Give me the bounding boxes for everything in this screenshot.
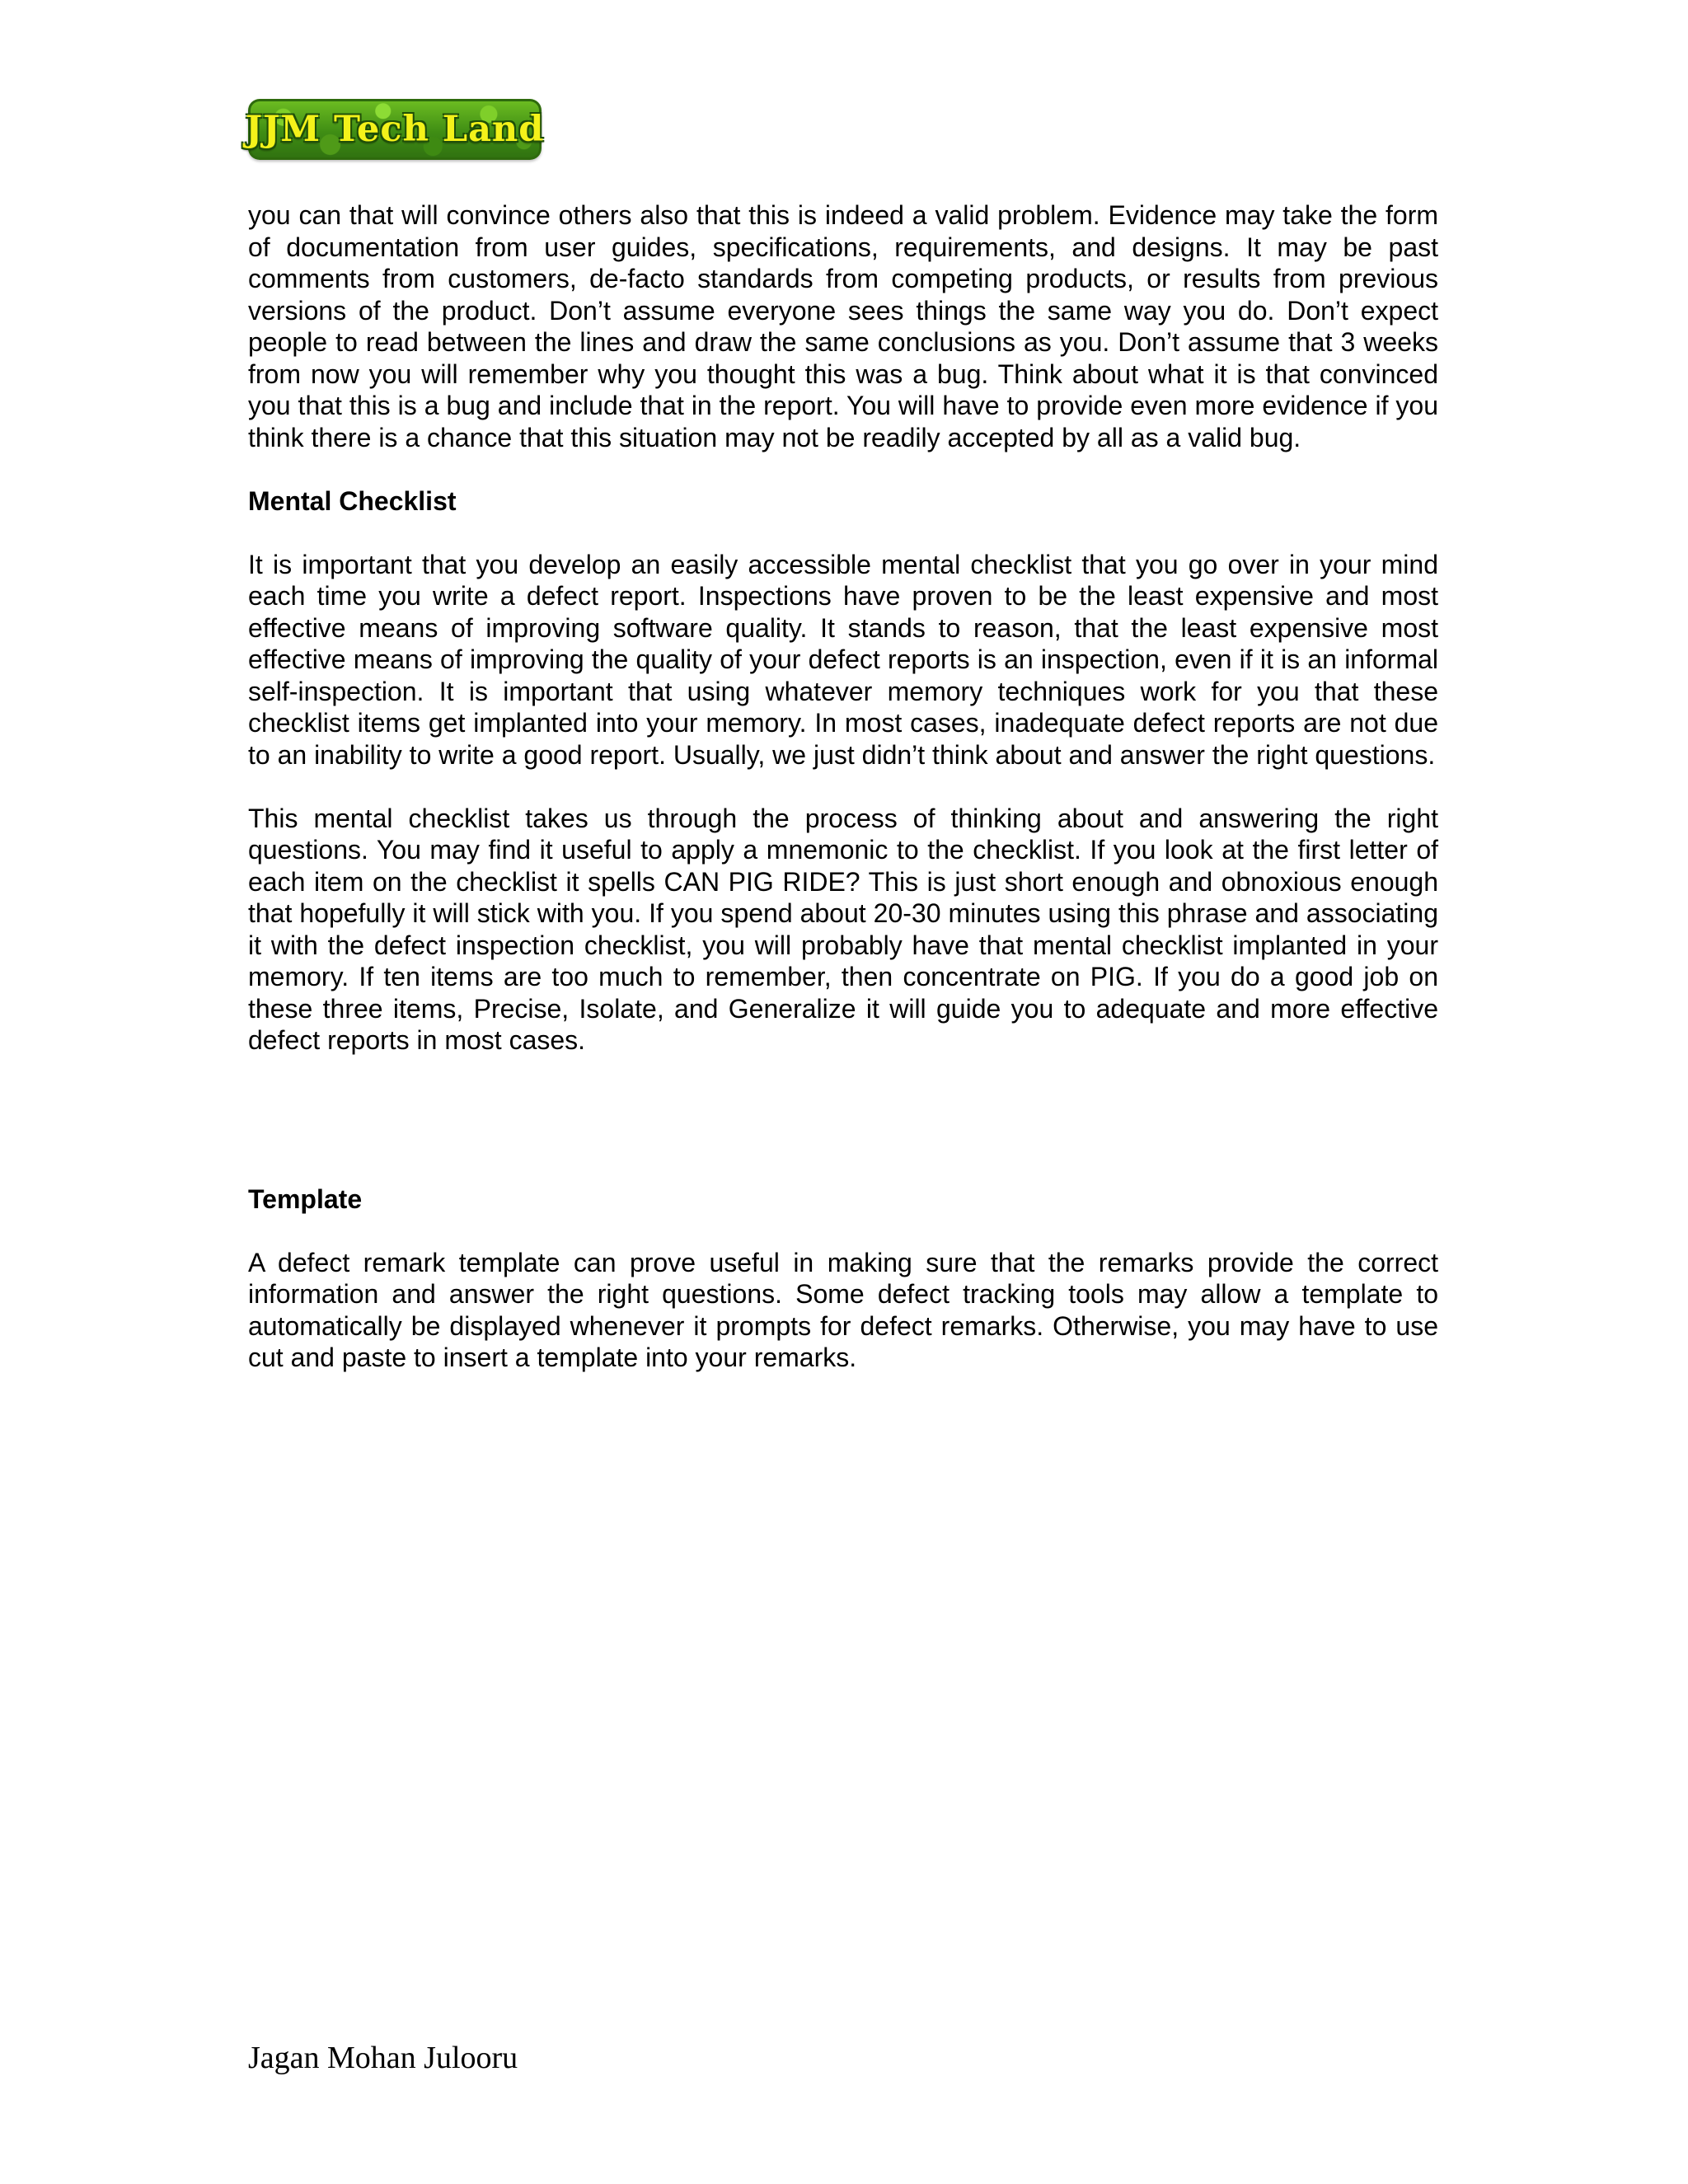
paragraph-template: A defect remark template can prove useful in making sure that the remarks provide the correct information and answer the right questions. Some defect tracking tools may allow a template to automatically be displayed whenever it prompts for defect remarks. Otherwise, you may have to use cut and paste to insert a template into your remarks. bbox=[248, 1247, 1438, 1372]
paragraph-evidence: you can that will convince others also that this is indeed a valid problem. Evidence may take the form of documentation from user guides, specifications, requirements, and designs. It may be past comments from customers, de-facto standards from competing products, or results from previous versions of the product. Don’t assume everyone sees things the same way you do. Don’t expect people to read between the lines and draw the same conclusions as you. Don’t assume that 3 weeks from now you will remember why you thought this was a bug. Think about what it is that convinced you that this is a bug and include that in the report. You will have to provide even more evidence if you think there is a chance that this situation may not be readily accepted by all as a valid bug. bbox=[248, 200, 1438, 452]
footer-author-name: Jagan Mohan Julooru bbox=[248, 2041, 518, 2075]
heading-mental-checklist: Mental Checklist bbox=[248, 485, 457, 516]
spacer bbox=[248, 1215, 1438, 1247]
spacer bbox=[248, 1057, 1438, 1183]
document-body bbox=[248, 199, 1438, 1374]
heading-template: Template bbox=[248, 1183, 363, 1214]
paragraph-checklist-intro: It is important that you develop an easily accessible mental checklist that you go over in your mind each time you write a defect report. Inspections have proven to be the least expensive and most effective means of improving software quality. It stands to reason, that the least expensive most effective means of improving the quality of your defect reports is an inspection, even if it is an informal self-inspection. It is important that using whatever memory techniques work for you that these checklist items get implanted into your memory. In most cases, inadequate defect reports are not due to an inability to write a good report. Usually, we just didn’t think about and answer the right questions. bbox=[248, 549, 1438, 770]
jjm-tech-land-logo bbox=[245, 99, 545, 160]
logo-text: JJM Tech Land bbox=[245, 109, 545, 150]
spacer bbox=[248, 517, 1438, 549]
paragraph-checklist-mnemonic: This mental checklist takes us through the process of thinking about and answering the right questions. You may find it useful to apply a mnemonic to the checklist. If you look at the first letter of each item on the checklist it spells CAN PIG RIDE? This is just short enough and obnoxious enough that hopefully it will stick with you. If you spend about 20-30 minutes using this phrase and associating it with the defect inspection checklist, you will probably have that mental checklist implanted in your memory. If ten items are too much to remember, then concentrate on PIG. If you do a good job on these three items, Precise, Isolate, and Generalize it will guide you to adequate and more effective defect reports in most cases. bbox=[248, 803, 1438, 1055]
spacer bbox=[248, 453, 1438, 485]
spacer bbox=[248, 771, 1438, 803]
